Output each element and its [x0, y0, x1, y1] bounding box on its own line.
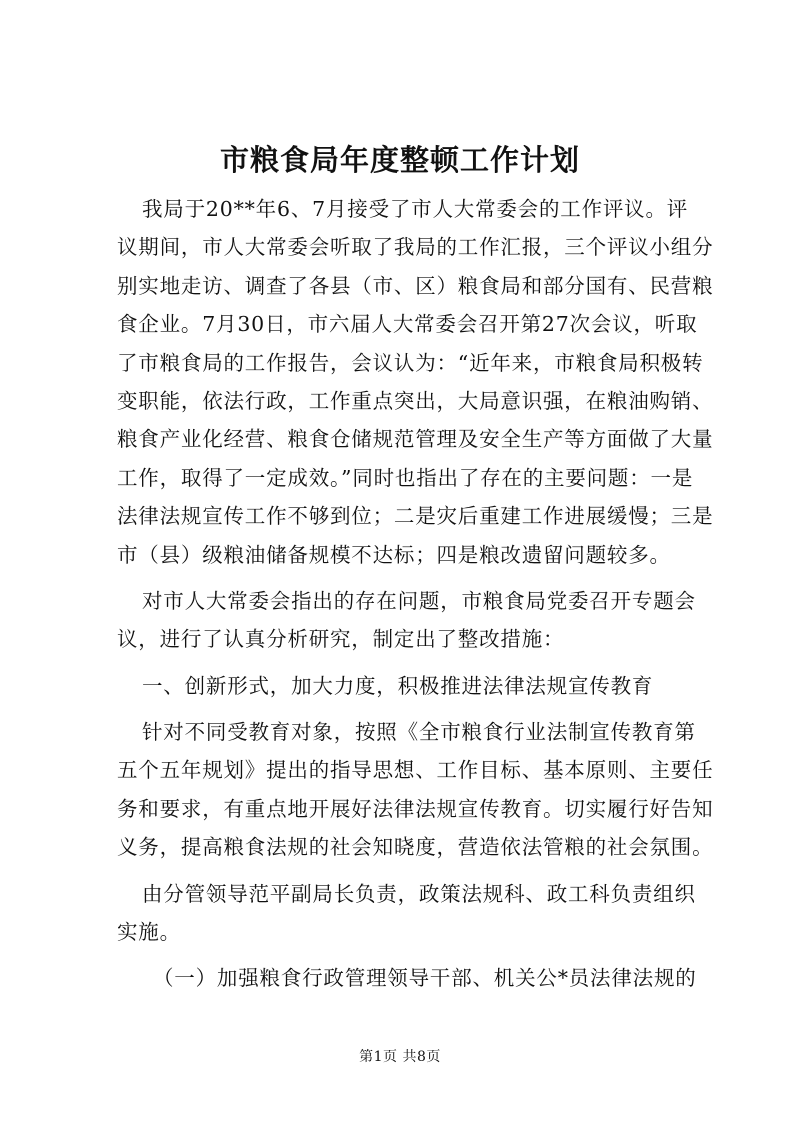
text-line: 议期间，市人大常委会听取了我局的工作汇报，三个评议小组分 — [117, 235, 714, 260]
text-line: 工作，取得了一定成效。”同时也指出了存在的主要问题：一是 — [117, 465, 694, 490]
text-line: 针对不同受教育对象，按照《全市粮食行业法制宣传教育第 — [142, 720, 696, 745]
text-line: 市（县）级粮油储备规模不达标；四是粮改遗留问题较多。 — [117, 542, 671, 567]
document-body — [117, 190, 714, 998]
text-line: 我局于20**年6、7月接受了市人大常委会的工作评议。评 — [142, 197, 689, 221]
text-line: 义务，提高粮食法规的社会知晓度，营造依法管粮的社会氛围。 — [117, 835, 714, 860]
text-line: 变职能，依法行政，工作重点突出，大局意识强，在粮油购销、 — [117, 388, 714, 413]
text-line: 别实地走访、调查了各县（市、区）粮食局和部分国有、民营粮 — [117, 273, 714, 298]
text-line: 议，进行了认真分析研究，制定出了整改措施： — [117, 627, 565, 652]
text-line: 五个五年规划》提出的指导思想、工作目标、基本原则、主要任 — [117, 758, 714, 783]
text-line: 务和要求，有重点地开展好法律法规宣传教育。切实履行好告知 — [117, 796, 714, 821]
text-line: 对市人大常委会指出的存在问题，市粮食局党委召开专题会 — [142, 588, 696, 613]
section-heading: 一、创新形式，加大力度，积极推进法律法规宣传教育 — [142, 673, 654, 698]
text-line: 实施。 — [117, 920, 181, 945]
text-line: 法律法规宣传工作不够到位；二是灾后重建工作进展缓慢；三是 — [117, 504, 714, 529]
page-number: 第1页 共8页 — [359, 1049, 441, 1065]
text-line: 了市粮食局的工作报告，会议认为：“近年来，市粮食局积极转 — [117, 350, 704, 375]
text-line: 由分管领导范平副局长负责，政策法规科、政工科负责组织 — [142, 881, 696, 906]
subsection-heading: （一）加强粮食行政管理领导干部、机关公*员法律法规的 — [153, 966, 697, 991]
text-line: 食企业。7月30日，市六届人大常委会召开第27次会议，听取 — [117, 312, 698, 337]
document-title: 市粮食局年度整顿工作计划 — [219, 143, 580, 177]
text-line: 粮食产业化经营、粮食仓储规范管理及安全生产等方面做了大量 — [117, 427, 714, 452]
